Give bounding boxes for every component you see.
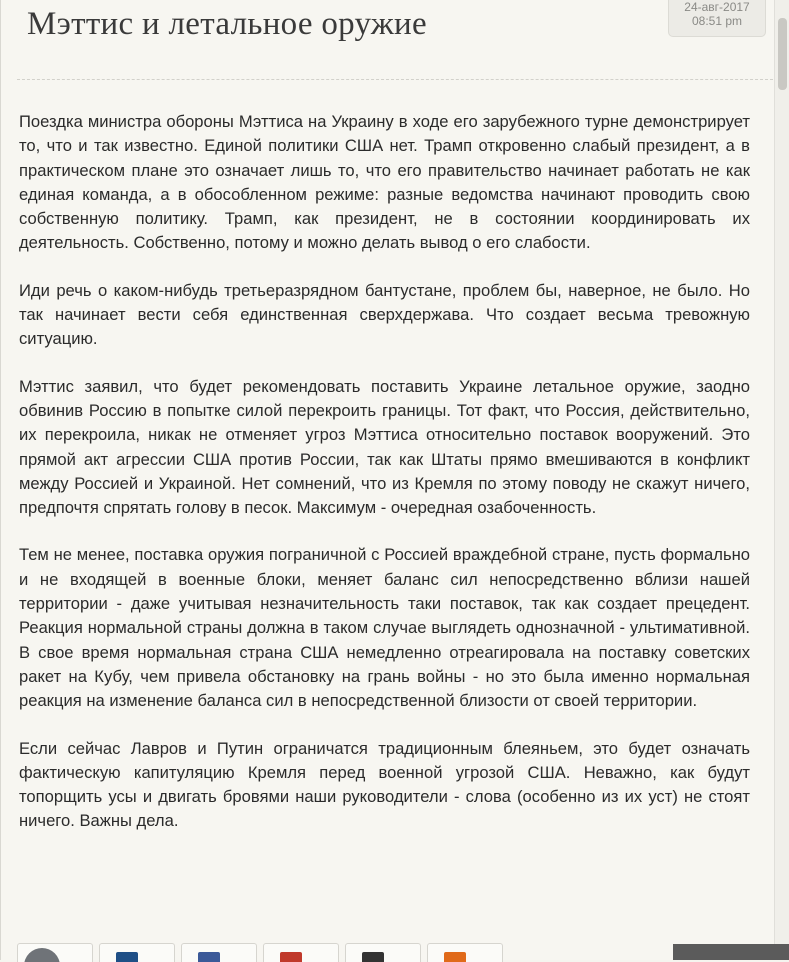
post-date-badge [668,0,766,37]
title-divider [17,79,773,80]
article-body [19,110,750,857]
scrollbar-thumb[interactable] [778,18,787,90]
paragraph-5: Если сейчас Лавров и Путин ограничатся традиционным блеяньем, это будет означать фактическую капитуляцию Кремля перед военной угрозой США. Неважно, как будут топорщить усы и двигать бровями наши руководители - слова (особенно из их уст) не стоят ничего. Важны дела. [19,738,750,831]
vertical-scrollbar[interactable] [774,0,789,960]
share-button-avatar[interactable] [17,943,93,962]
livejournal-icon [116,952,138,962]
facebook-icon [198,952,220,962]
paragraph-2: Иди речь о каком-нибудь третьеразрядном бантустане, проблем бы, наверное, не было. Но так начинает вести себя единственная сверхдержава. Что создает весьма тревожную ситуацию. [19,280,750,349]
odnoklassniki-icon [444,952,466,962]
share-button-vk[interactable] [263,943,339,962]
share-button-odnoklassniki[interactable] [427,943,503,962]
paragraph-4: Тем не менее, поставка оружия пограничной с Россией враждебной стране, пусть формально и не входящей в военные блоки, меняет баланс сил непосредственно вблизи нашей территории - даже учитывая незначительность таки поставок, так как создает прецедент. Реакция нормальной страны должна в таком случае выглядеть однозначной - ультимативной. В свое время нормальная страна США немедленно отреагировала на поставку советских ракет на Кубу, чем привела обстановку на грань войны - но это была именно нормальная реакция на изменение баланса сил в непосредственной близости от своей территории. [19,545,750,711]
paragraph-1: Поездка министра обороны Мэттиса на Украину в ходе его зарубежного турне демонстрирует то, что и так известно. Единой политики США нет. Трамп откровенно слабый президент, а в практическом плане это означает лишь то, что его правительство начинает работать не как единая команда, а в обособленном режиме: разные ведомства начинают проводить свою собственную политику. Трамп, как президент, не в состоянии координировать их деятельность. Собственно, потому и можно делать вывод о его слабости. [19,112,750,253]
share-button-twitter[interactable] [345,943,421,962]
post-date: 24-авг-2017 [684,0,750,14]
paragraph-3: Мэттис заявил, что будет рекомендовать поставить Украине летальное оружие, заодно обвинив Россию в попытке силой перекроить границы. Тот факт, что Россия, действительно, их перекроила, никак не отменяет угроз Мэттиса относительно поставок вооружений. Это прямой акт агрессии США против России, так как Штаты прямо вмешиваются в конфликт между Россией и Украиной. Нет сомнений, что из Кремля по этому поводу не скажут ничего, предпочтя спрятать голову в песок. Максимум - очередная озабоченность. [19,376,750,518]
share-bar [17,943,503,960]
post-time: 08:51 pm [691,14,743,28]
post-title: Мэттис и летальное оружие [27,6,427,42]
share-button-facebook[interactable] [181,943,257,962]
vk-icon [280,952,302,962]
corner-panel [673,944,789,960]
share-button-livejournal[interactable] [99,943,175,962]
twitter-icon [362,952,384,962]
